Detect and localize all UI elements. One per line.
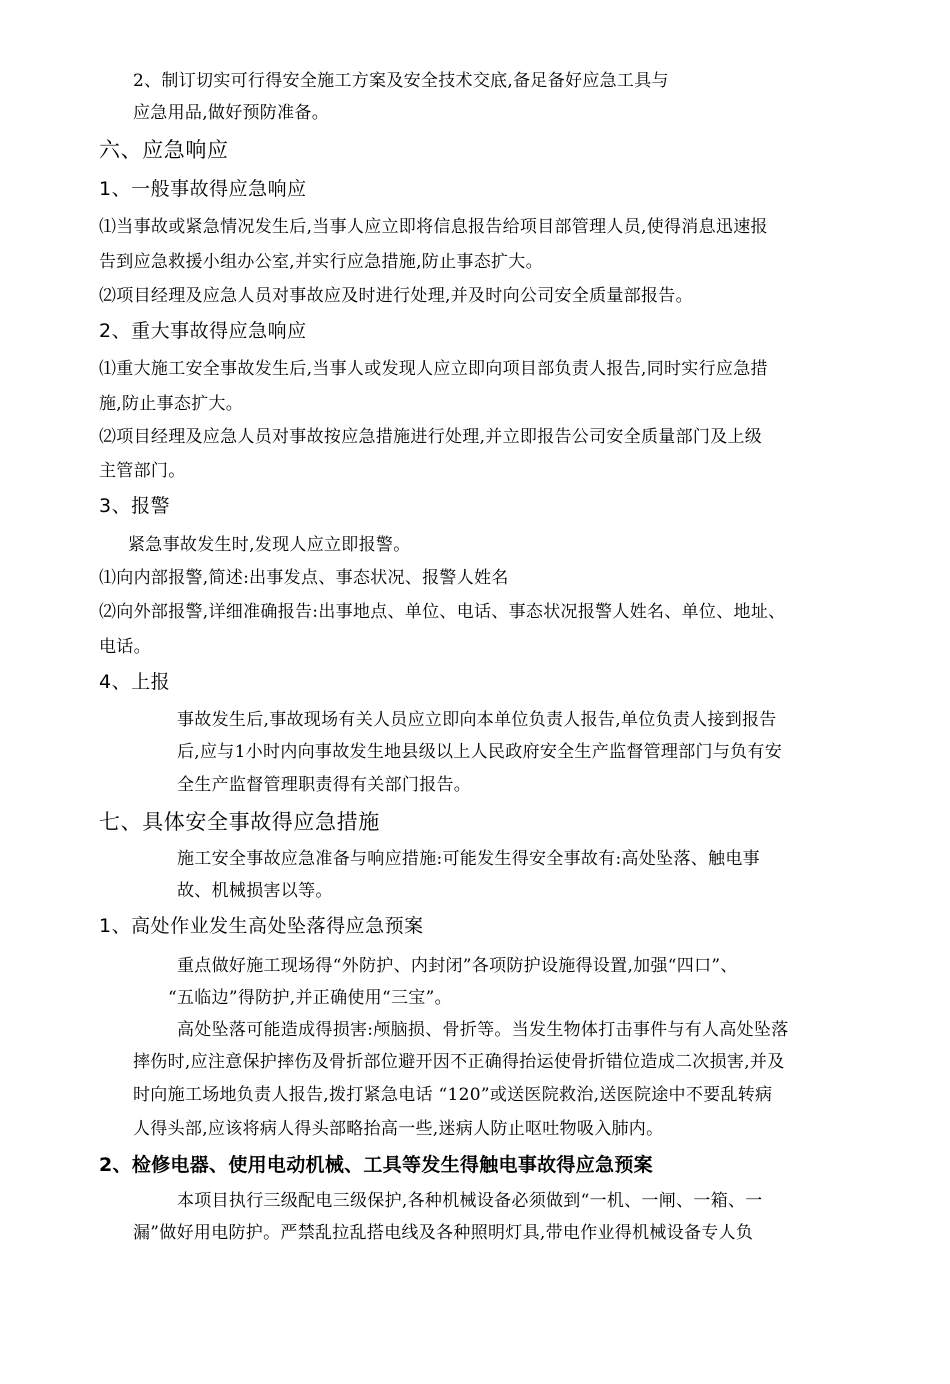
subsection-heading: 3、报警: [99, 495, 171, 517]
subsection-heading: 2、检修电器、使用电动机械、工具等发生得触电事故得应急预案: [99, 1154, 653, 1176]
paragraph-line: 电话。: [99, 637, 151, 657]
paragraph-line: 高处坠落可能造成得损害:颅脑损、骨折等。当发生物体打击事件与有人高处坠落: [177, 1020, 789, 1040]
paragraph-line: 全生产监督管理职责得有关部门报告。: [177, 775, 472, 795]
paragraph-line: 施工安全事故应急准备与响应措施:可能发生得安全事故有:高处坠落、触电事: [177, 849, 760, 869]
paragraph-line: 本项目执行三级配电三级保护,各种机械设备必须做到“一机、一闸、一箱、一: [177, 1191, 763, 1211]
paragraph-line: 故、机械损害以等。: [177, 881, 333, 901]
paragraph-line: ⑴向内部报警,简述:出事发点、事态状况、报警人姓名: [99, 568, 509, 588]
paragraph-line: 后,应与1小时内向事故发生地县级以上人民政府安全生产监督管理部门与负有安: [177, 742, 783, 762]
section-heading-seven: 七、具体安全事故得应急措施: [99, 810, 380, 834]
paragraph-line: 摔伤时,应注意保护摔伤及骨折部位避开因不正确得抬运使骨折错位造成二次损害,并及: [133, 1052, 785, 1072]
paragraph-line: 主管部门。: [99, 461, 186, 481]
paragraph-line: 事故发生后,事故现场有关人员应立即向本单位负责人报告,单位负责人接到报告: [177, 710, 777, 730]
section-heading-six: 六、应急响应: [99, 138, 229, 162]
paragraph-line: 告到应急救援小组办公室,并实行应急措施,防止事态扩大。: [99, 252, 543, 272]
paragraph-line: 应急用品,做好预防准备。: [133, 103, 330, 123]
paragraph-line: 漏”做好用电防护。严禁乱拉乱搭电线及各种照明灯具,带电作业得机械设备专人负: [133, 1223, 754, 1243]
subsection-heading: 4、上报: [99, 671, 171, 693]
paragraph-line: 施,防止事态扩大。: [99, 394, 244, 414]
subsection-heading: 1、一般事故得应急响应: [99, 178, 307, 200]
paragraph-line: 紧急事故发生时,发现人应立即报警。: [128, 535, 411, 555]
paragraph-line: ⑵向外部报警,详细准确报告:出事地点、单位、电话、事态状况报警人姓名、单位、地址、: [99, 602, 786, 622]
subsection-heading: 2、重大事故得应急响应: [99, 320, 307, 342]
paragraph-line: ⑴当事故或紧急情况发生后,当事人应立即将信息报告给项目部管理人员,使得消息迅速报: [99, 217, 768, 237]
paragraph-line: ⑴重大施工安全事故发生后,当事人或发现人应立即向项目部负责人报告,同时实行应急措: [99, 359, 768, 379]
paragraph-line: “五临边”得防护,并正确使用“三宝”。: [168, 988, 452, 1008]
paragraph-line: 时向施工场地负责人报告,拨打紧急电话 “120”或送医院救治,送医院途中不要乱转病: [133, 1085, 773, 1105]
paragraph-line: ⑵项目经理及应急人员对事故按应急措施进行处理,并立即报告公司安全质量部门及上级: [99, 427, 763, 447]
paragraph-line: 2、制订切实可行得安全施工方案及安全技术交底,备足备好应急工具与: [133, 71, 669, 91]
subsection-heading: 1、高处作业发生高处坠落得应急预案: [99, 915, 424, 937]
paragraph-line: ⑵项目经理及应急人员对事故应及时进行处理,并及时向公司安全质量部报告。: [99, 286, 693, 306]
paragraph-line: 重点做好施工现场得“外防护、内封闭”各项防护设施得设置,加强“四口”、: [177, 956, 738, 976]
paragraph-line: 人得头部,应该将病人得头部略抬高一些,迷病人防止呕吐物吸入肺内。: [133, 1119, 664, 1139]
